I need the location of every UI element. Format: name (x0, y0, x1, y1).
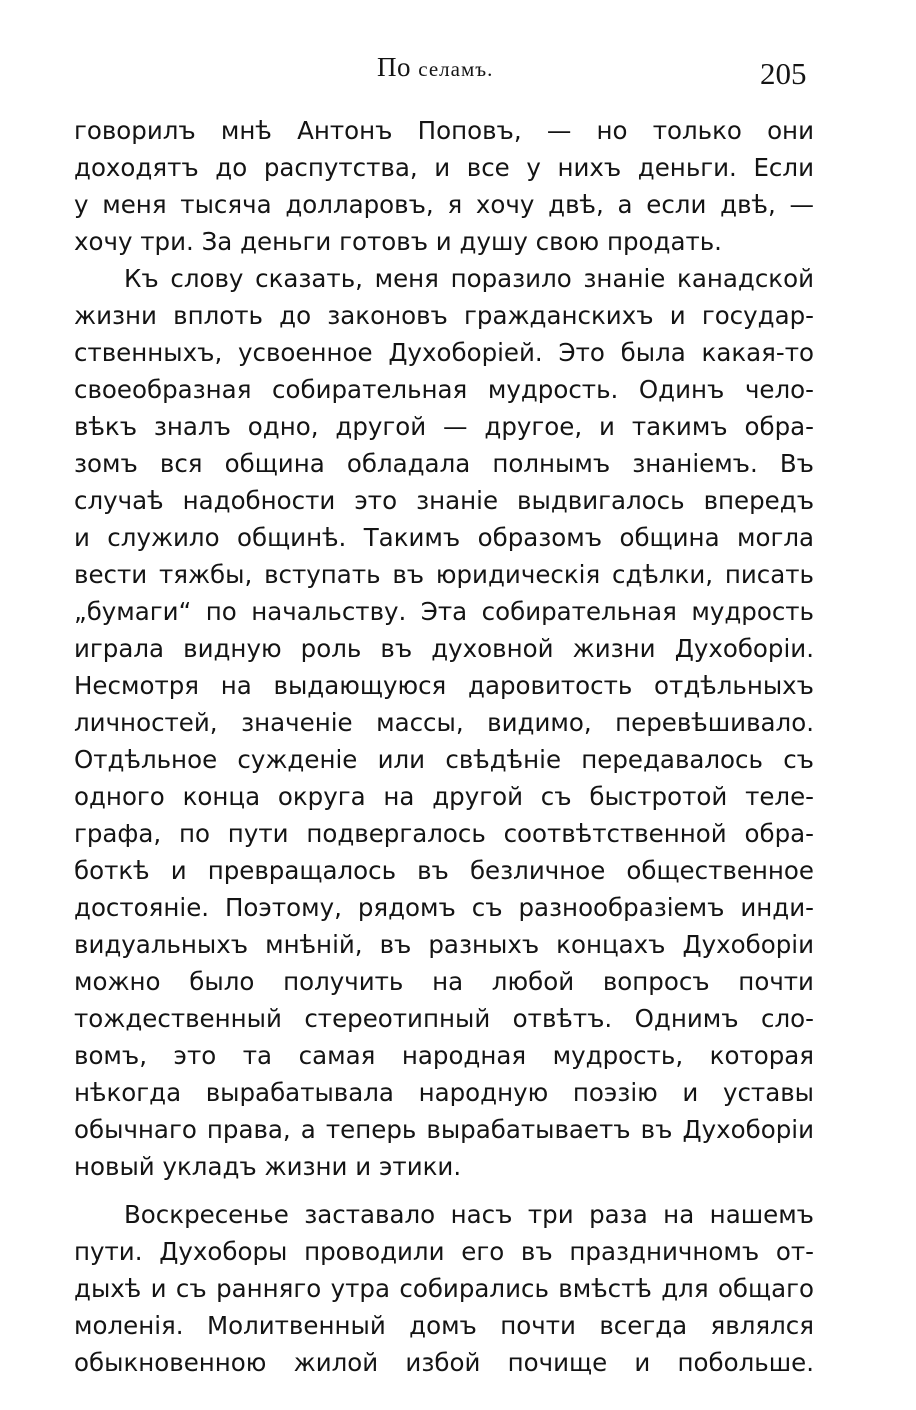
text-line: можно было получить на любой вопросъ почти (74, 967, 814, 996)
text-line: обычнаго права, а теперь вырабатываетъ въ Духоборіи (74, 1115, 814, 1144)
text-line: ственныхъ, усвоенное Духоборіей. Это была какая-то (74, 338, 814, 367)
text-line: и служило общинѣ. Такимъ образомъ община могла (74, 523, 814, 552)
text-line: жизни вплоть до законовъ гражданскихъ и государ- (74, 301, 814, 330)
text-line: Несмотря на выдающуюся даровитость отдѣльныхъ (74, 671, 814, 700)
text-line: зомъ вся община обладала полнымъ знаніемъ. Въ (74, 449, 814, 478)
text-line: вѣкъ зналъ одно, другой — другое, и такимъ обра- (74, 412, 814, 441)
text-line: Къ слову сказать, меня поразило знаніе канадской (124, 264, 814, 293)
text-line: Отдѣльное сужденіе или свѣдѣніе передавалось съ (74, 745, 814, 774)
text-line: случаѣ надобности это знаніе выдвигалось впередъ (74, 486, 814, 515)
text-line: „бумаги“ по начальству. Эта собирательная мудрость (74, 597, 814, 626)
body-text (74, 112, 814, 1381)
text-line: тождественный стереотипный отвѣтъ. Однимъ сло- (74, 1004, 814, 1033)
text-line: вомъ, это та самая народная мудрость, которая (74, 1041, 814, 1070)
text-line: дыхѣ и съ ранняго утра собирались вмѣстѣ для общаго (74, 1274, 814, 1303)
text-line: хочу три. За деньги готовъ и душу свою продать. (74, 227, 722, 256)
running-head-initial: По (377, 52, 411, 82)
text-line: графа, по пути подвергалось соотвѣтственной обра- (74, 819, 814, 848)
text-line: Воскресенье заставало насъ три раза на нашемъ (124, 1200, 814, 1229)
text-line: боткѣ и превращалось въ безличное общественное (74, 856, 814, 885)
text-line: пути. Духоборы проводили его въ праздничномъ от- (74, 1237, 814, 1266)
text-line: достояніе. Поэтому, рядомъ съ разнообразіемъ инди- (74, 893, 814, 922)
text-line: играла видную роль въ духовной жизни Духоборіи. (74, 634, 814, 663)
text-line: новый укладъ жизни и этики. (74, 1152, 462, 1181)
paragraph-3 (74, 1196, 814, 1381)
running-head (377, 52, 493, 83)
text-line: у меня тысяча долларовъ, я хочу двѣ, а если двѣ, — (74, 190, 814, 219)
paragraph-1 (74, 112, 814, 260)
text-line: видуальныхъ мнѣній, въ разныхъ концахъ Духоборіи (74, 930, 814, 959)
page-number: 205 (760, 56, 807, 91)
paragraph-gap (74, 1185, 814, 1196)
text-line: своеобразная собирательная мудрость. Одинъ чело- (74, 375, 814, 404)
running-head-rest: селамъ. (418, 57, 494, 81)
text-line: обыкновенною жилой избой почище и побольше. (74, 1348, 814, 1377)
text-line: нѣкогда вырабатывала народную поэзію и уставы (74, 1078, 814, 1107)
text-line: говорилъ мнѣ Антонъ Поповъ, — но только они (74, 116, 814, 145)
text-line: моленія. Молитвенный домъ почти всегда являлся (74, 1311, 814, 1340)
paragraph-2 (74, 260, 814, 1185)
text-line: доходятъ до распутства, и все у нихъ деньги. Если (74, 153, 814, 182)
text-line: личностей, значеніе массы, видимо, перевѣшивало. (74, 708, 814, 737)
text-line: вести тяжбы, вступать въ юридическія сдѣлки, писать (74, 560, 814, 589)
text-line: одного конца округа на другой съ быстротой теле- (74, 782, 814, 811)
